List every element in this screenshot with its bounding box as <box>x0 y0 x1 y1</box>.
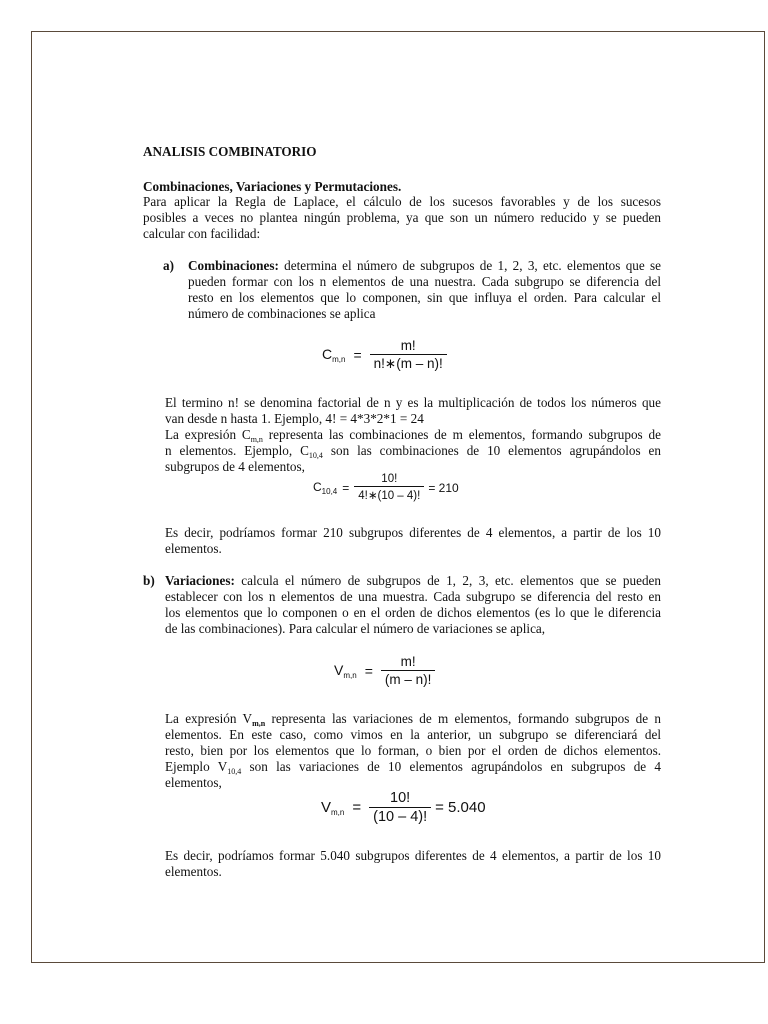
expression-b-post: representa las variaciones de m elementos, formando subgrupos de n <box>265 711 661 726</box>
item-b-marker: b) <box>143 573 155 588</box>
item-a-line-1 <box>188 258 661 274</box>
formula-v-fraction <box>381 654 436 687</box>
expression-b-line-5: elementos, <box>165 775 222 790</box>
expression-b-line-3: resto, bien por los elementos que lo forman, o bien por el orden de dichos elementos. <box>165 743 661 758</box>
example-symbol: C <box>313 479 322 494</box>
item-a-line-4: número de combinaciones se aplica <box>188 306 376 321</box>
formula-variations <box>334 654 435 687</box>
formula-lhs <box>322 346 345 364</box>
example-v-fraction <box>369 790 431 825</box>
formula-v-numerator: m! <box>400 654 416 669</box>
item-a-term: Combinaciones: <box>188 258 279 273</box>
section-subtitle: Combinaciones, Variaciones y Permutaciones. <box>143 179 402 194</box>
example-v-lhs <box>321 799 344 817</box>
example-equals: = <box>342 480 350 495</box>
expression-b2-sub: 10,4 <box>227 767 242 776</box>
formula-v-lhs <box>334 662 357 680</box>
formula-fraction <box>370 338 447 372</box>
expression-a2-post: son las combinaciones de 10 elementos agrupándolos en <box>322 443 661 458</box>
doc-title: ANALISIS COMBINATORIO <box>143 144 317 159</box>
example-result: = 210 <box>428 480 459 495</box>
example-denominator: 4!∗(10 – 4)! <box>354 486 424 502</box>
expression-a2-sub: 10,4 <box>308 451 323 460</box>
formula-subscript: m,n <box>332 355 346 364</box>
item-a-line-2: pueden formar con los n elementos de una nuestra. Cada subgrupo se diferencia del <box>188 274 661 289</box>
factorial-line-2: van desde n hasta 1. Ejemplo, 4! = 4*3*2*1 = 24 <box>165 411 424 426</box>
formula-v-symbol: V <box>334 661 344 678</box>
item-a-line-3: resto en los elementos que lo componen, sin que influya el orden. Para calcular el <box>188 290 661 305</box>
example-fraction <box>354 473 424 502</box>
item-a-line-1-text: determina el número de subgrupos de 1, 2, 3, etc. elementos que se <box>278 258 661 273</box>
expression-a2-pre: n elementos. Ejemplo, C <box>165 443 309 458</box>
formula-symbol: C <box>322 346 333 362</box>
example-v-symbol: V <box>321 798 332 816</box>
intro-line-1: Para aplicar la Regla de Laplace, el cálculo de los sucesos favorables y de los sucesos <box>143 194 661 209</box>
formula-v-denominator: (m – n)! <box>381 670 436 687</box>
formula-denominator: n!∗(m – n)! <box>370 354 447 372</box>
example-v-numerator: 10! <box>390 790 411 806</box>
example-combinations <box>313 473 459 502</box>
item-b-line-2: establecer con los n elementos de una muestra. Cada subgrupo se diferencia del resto en <box>165 589 661 604</box>
conclusion-a-line-1: Es decir, podríamos formar 210 subgrupos diferentes de 4 elementos, a partir de los 10 <box>165 525 661 540</box>
expression-b-pre: La expresión V <box>165 711 253 726</box>
intro-line-3: calcular con facilidad: <box>143 226 261 241</box>
example-v-subscript: m,n <box>331 807 345 817</box>
formula-v-subscript: m,n <box>343 670 357 680</box>
factorial-line-1: El termino n! se denomina factorial de n y es la multiplicación de todos los números que <box>165 395 661 410</box>
conclusion-b-line-2: elementos. <box>165 864 222 879</box>
example-variations <box>321 790 486 825</box>
expression-b-sub: m,n <box>252 719 266 728</box>
expression-a-post: representa las combinaciones de m elementos, formando subgrupos de <box>262 427 661 442</box>
formula-numerator: m! <box>400 338 416 353</box>
item-b-line-3: los elementos que lo componen o en el orden de dichos elementos (es lo que le diferencia <box>165 605 661 620</box>
formula-v-equals: = <box>364 662 373 679</box>
example-numerator: 10! <box>381 473 398 485</box>
conclusion-a-line-2: elementos. <box>165 541 222 556</box>
item-b-term: Variaciones: <box>165 573 235 588</box>
expression-a-sub: m,n <box>250 435 263 444</box>
example-v-result: = 5.040 <box>435 799 486 816</box>
example-v-equals: = <box>352 799 362 816</box>
expression-b-line-2: elementos. En este caso, como vimos en la anterior, un subgrupo se diferenciará del <box>165 727 661 742</box>
expression-b-line-4 <box>165 759 661 780</box>
intro-line-2: posibles a veces no plantea ningún problema, ya que son un número reducido y se pueden <box>143 210 661 225</box>
expression-a-pre: La expresión C <box>165 427 251 442</box>
example-v-denominator: (10 – 4)! <box>369 807 431 825</box>
expression-b2-pre: Ejemplo V <box>165 759 228 774</box>
expression-a-line-3: subgrupos de 4 elementos, <box>165 459 305 474</box>
example-lhs <box>313 480 337 496</box>
item-b-line-4: de las combinaciones). Para calcular el número de variaciones se aplica, <box>165 621 546 636</box>
item-b-line-1 <box>165 573 661 589</box>
conclusion-b-line-1: Es decir, podríamos formar 5.040 subgrupos diferentes de 4 elementos, a partir de los 10 <box>165 848 661 863</box>
formula-combinations <box>322 338 447 372</box>
expression-b2-post: son las variaciones de 10 elementos agrupándolos en subgrupos de 4 <box>241 759 661 774</box>
formula-equals: = <box>353 347 362 363</box>
item-a-marker: a) <box>163 258 174 273</box>
example-subscript: 10,4 <box>321 486 338 496</box>
item-b-line-1-text: calcula el número de subgrupos de 1, 2, 3, etc. elementos que se pueden <box>234 573 661 588</box>
